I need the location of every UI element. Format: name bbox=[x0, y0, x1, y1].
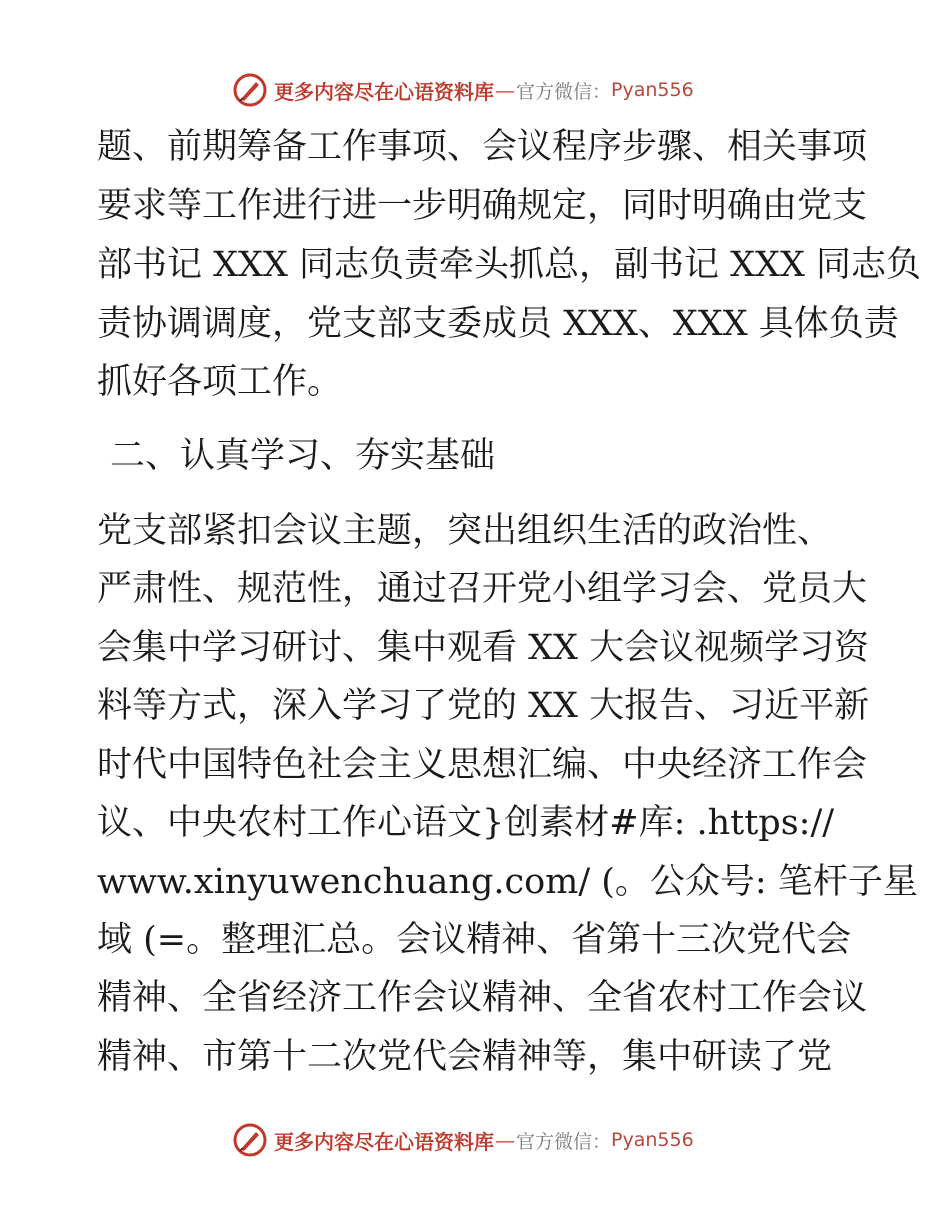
body-line-4: 责协调调度，党支部支委成员 XXX、XXX 具体负责 bbox=[97, 304, 899, 344]
body-line-2: 要求等工作进行进一步明确规定，同时明确由党支 bbox=[97, 186, 868, 226]
watermark-dash: — bbox=[495, 78, 515, 102]
para2-line-8: 域 (=。整理汇总。会议精神、省第十三次党代会 bbox=[97, 920, 852, 960]
body-line-3: 部书记 XXX 同志负责牵头抓总，副书记 XXX 同志负 bbox=[97, 245, 922, 285]
header-watermark bbox=[232, 70, 694, 110]
watermark-wechat-label: 官方微信： bbox=[516, 80, 612, 103]
watermark-site-text: 更多内容尽在心语资料库 bbox=[274, 79, 494, 104]
para2-line-3: 会集中学习研讨、集中观看 XX 大会议视频学习资 bbox=[97, 628, 870, 668]
para2-line-4: 料等方式，深入学习了党的 XX 大报告、习近平新 bbox=[97, 686, 870, 726]
para2-line-2: 严肃性、规范性，通过召开党小组学习会、党员大 bbox=[97, 569, 868, 609]
para2-line-1: 党支部紧扣会议主题，突出组织生活的政治性、 bbox=[97, 511, 833, 551]
para2-line-10: 精神、市第十二次党代会精神等，集中研读了党 bbox=[97, 1037, 833, 1077]
para2-line-9: 精神、全省经济工作会议精神、全省农村工作会议 bbox=[97, 978, 868, 1018]
quill-logo-icon bbox=[232, 72, 268, 108]
watermark-wechat-id: Pyan556 bbox=[611, 1129, 694, 1151]
footer-watermark bbox=[232, 1120, 694, 1160]
watermark-dash: — bbox=[495, 1128, 515, 1152]
watermark-site-text: 更多内容尽在心语资料库 bbox=[274, 1129, 494, 1154]
para2-line-7: www.xinyuwenchuang.com/ (。公众号: 笔杆子星 bbox=[97, 862, 918, 902]
body-line-1: 题、前期筹备工作事项、会议程序步骤、相关事项 bbox=[97, 127, 868, 167]
watermark-wechat-label: 官方微信： bbox=[516, 1130, 612, 1153]
quill-logo-icon bbox=[232, 1122, 268, 1158]
section-heading: 二、认真学习、夯实基础 bbox=[110, 436, 496, 476]
body-line-5: 抓好各项工作。 bbox=[97, 362, 343, 402]
para2-line-6: 议、中央农村工作心语文}创素材#库: .https:// bbox=[97, 803, 835, 843]
para2-line-5: 时代中国特色社会主义思想汇编、中央经济工作会 bbox=[97, 745, 868, 785]
watermark-wechat-id: Pyan556 bbox=[611, 79, 694, 101]
